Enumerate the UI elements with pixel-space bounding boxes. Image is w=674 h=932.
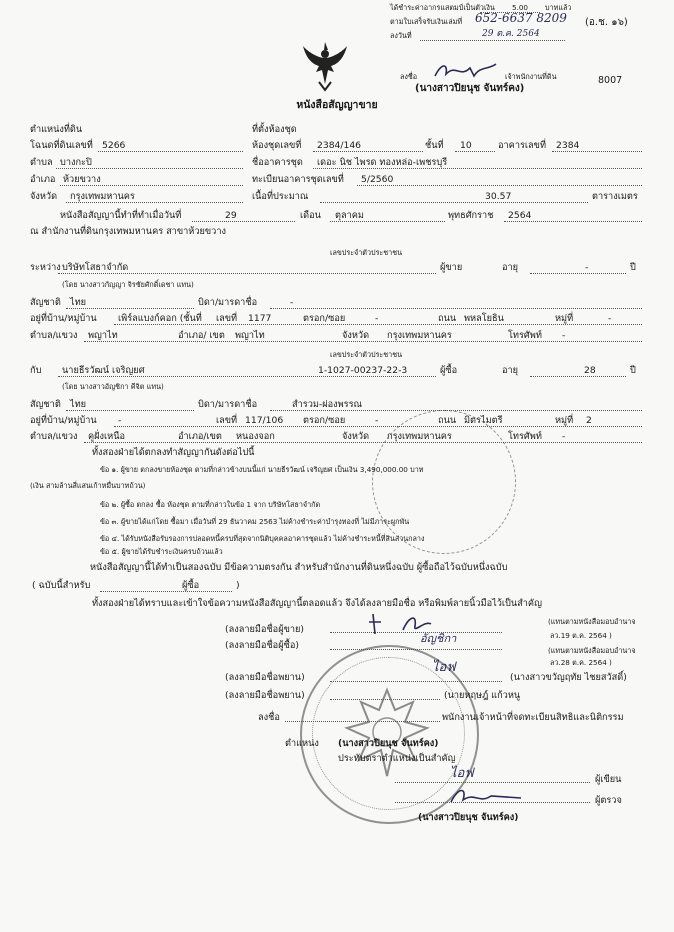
witness-1-name: (นางสาวขวัญฤทัย ไชยสวัสดิ์) — [510, 672, 627, 683]
date-label: ลงวันที่ — [390, 31, 412, 40]
registry-label: ทะเบียนอาคารชุดเลขที่ — [252, 174, 344, 185]
seller-nationality: ไทย — [70, 297, 87, 308]
seller-proxy: (โดย นางสาวกัญญา จิรชัยศักดิ์เดชา แทน) — [62, 280, 194, 289]
office-label: ณ สำนักงานที่ดินกรุงเทพมหานคร สาขาห้วยขวาง — [30, 226, 226, 237]
buyer-district-label: อำเภอ/เขต — [178, 431, 222, 442]
witness-2-name: (นายหฤษฎ์ แก้วหนู — [444, 690, 521, 701]
buyer-subdistrict: คูฝั่งเหนือ — [88, 431, 126, 442]
buyer-address-label: อยู่ที่บ้าน/หมู่บ้าน — [30, 415, 97, 426]
seller-subdistrict: พญาไท — [88, 330, 118, 341]
seller-road: พหลโยธิน — [464, 313, 504, 324]
witness-2-label: (ลงลายมือชื่อพยาน) — [225, 690, 305, 701]
fee-note: ได้ชำระค่าอากรแสตมป์เป็นตัวเงิน — [390, 3, 495, 12]
seller-role: ผู้ขาย — [440, 262, 463, 273]
copy-for-close: ) — [236, 580, 240, 591]
location-district: ห้วยขวาง — [63, 174, 101, 185]
between-label: ระหว่าง — [30, 262, 61, 273]
copy-for: ผู้ซื้อ — [182, 580, 200, 591]
buyer-village: - — [118, 415, 122, 426]
location-subdistrict-label: ตำบล — [30, 157, 53, 168]
condo-name-label: ชื่ออาคารชุด — [252, 157, 303, 168]
seller-age-unit: ปี — [630, 262, 636, 273]
month-label: เดือน — [300, 210, 321, 221]
receipt-label: ตามใบเสร็จรับเงินเล่มที่ — [390, 17, 463, 26]
clause-4: ข้อ ๔. ได้รับหนังสือรับรองการปลอดหนี้ครบที่สุดจากนิติบุคคลอาคารชุดแล้ว ไม่ค้างชำระหนี้ที่สินส่วนกลาง — [100, 534, 425, 543]
seller-house-label: เลขที่ — [216, 313, 238, 324]
seller-signature-label: (ลงลายมือชื่อผู้ขาย) — [225, 624, 304, 635]
unit-number: 2384/146 — [317, 140, 362, 151]
with-label: กับ — [30, 365, 42, 376]
clause-5: ข้อ ๕. ผู้ขายได้รับชำระเงินครบถ้วนแล้ว — [100, 547, 223, 556]
buyer-district: หนองจอก — [236, 431, 275, 442]
officer-signature-icon — [430, 58, 500, 84]
location-district-label: อำเภอ — [30, 174, 56, 185]
seal-note: ประทับตราตำแหน่งเป็นสำคัญ — [338, 753, 456, 764]
condo-position-label: ที่ตั้งห้องชุด — [252, 124, 297, 135]
buyer-signature-label: (ลงลายมือชื่อผู้ซื้อ) — [225, 640, 299, 651]
seller-subdistrict-label: ตำบล/แขวง — [30, 330, 78, 341]
receipt-number: 652-6637 8209 — [475, 11, 567, 25]
clause-2: ข้อ ๒. ผู้ซื้อ ตกลง ซื้อ ห้องชุด ตามที่กล่าวในข้อ 1 จาก บริษัทโสธาจำกัด — [100, 500, 321, 509]
witness-1-label: (ลงลายมือชื่อพยาน) — [225, 672, 305, 683]
document-title: หนังสือสัญญาขาย — [296, 99, 378, 111]
writer-mark: ไอฟ — [450, 766, 474, 781]
officer-signed-label: ลงชื่อ — [258, 712, 280, 723]
seller-moo-label: หมู่ที่ — [555, 313, 574, 324]
seller-province-label: จังหวัด — [342, 330, 370, 341]
contract-month: ตุลาคม — [335, 210, 364, 221]
seller-age-label: อายุ — [502, 262, 519, 273]
fee-amount: 5.00 — [512, 3, 529, 12]
buyer-phone: - — [562, 431, 566, 442]
buyer-age: 28 — [584, 365, 596, 376]
copy-for-label: ( ฉบับนี้สำหรับ — [32, 580, 91, 591]
seller-age: - — [585, 262, 589, 273]
buyer-age-label: อายุ — [502, 365, 519, 376]
buyer-province-label: จังหวัด — [342, 431, 370, 442]
location-subdistrict: บางกะปิ — [60, 157, 92, 168]
seal-emblem-icon — [335, 680, 440, 790]
position-label: ตำแหน่ง — [285, 738, 319, 749]
building-number: 2384 — [556, 140, 580, 151]
unit-label: ห้องชุดเลขที่ — [252, 140, 302, 151]
registry-number: 5/2560 — [361, 174, 394, 185]
floor-number: 10 — [460, 140, 472, 151]
clause-3: ข้อ ๓. ผู้ขายได้แก่โดย ซื้อมา เมื่อวันที่ 29 ธันวาคม 2563 ไม่ค้างชำระค่าบำรุงทองที่ ไม่มีภาระผูกพัน — [100, 517, 410, 526]
seller-parents: - — [290, 297, 294, 308]
writer-label: ผู้เขียน — [595, 774, 622, 785]
terms-intro: ทั้งสองฝ่ายได้ตกลงทำสัญญากันดังต่อไปนี้ — [92, 447, 255, 458]
buyer-moo-label: หมู่ที่ — [555, 415, 574, 426]
seller-alley-label: ตรอก/ซอย — [303, 313, 346, 324]
buyer-alley: - — [375, 415, 379, 426]
contract-day: 29 — [225, 210, 237, 221]
area-value: 30.57 — [485, 191, 512, 202]
buyer-alley-label: ตรอก/ซอย — [303, 415, 346, 426]
building-label: อาคารเลขที่ — [498, 140, 547, 151]
seller-name: บริษัทโสธาจำกัด — [62, 262, 129, 273]
fee-date: 29 ต.ค. 2564 — [482, 29, 540, 39]
buyer-id-label: เลขประจำตัวประชาชน — [330, 350, 402, 359]
buyer-house-number: 117/106 — [245, 415, 284, 426]
seller-village: เพิร์ลแบงก์คอก (ชั้นที่ — [118, 313, 202, 324]
area-label: เนื้อที่ประมาณ — [252, 191, 309, 202]
buyer-moo: 2 — [586, 415, 592, 426]
seller-house-number: 1177 — [248, 313, 272, 324]
form-code: (อ.ช. ๑๖) — [585, 17, 628, 28]
buyer-parents: สำรวม-ผ่องพรรณ — [292, 399, 363, 410]
seller-phone-label: โทรศัพท์ — [508, 330, 542, 341]
header-officer-role: เจ้าพนักงานที่ดิน — [505, 72, 557, 81]
buyer-id-number: 1-1027-00237-22-3 — [318, 365, 408, 376]
fee-unit: บาทแล้ว — [545, 3, 572, 12]
acknowledgement: ทั้งสองฝ่ายได้ทราบและเข้าใจข้อความหนังสือสัญญานี้ตลอดแล้ว จึงได้ลงลายมือชื่อ หรือพิมพ์ลายนิ้วมือไว้เป็นสำคัญ — [92, 598, 542, 609]
buyer-road-label: ถนน — [438, 415, 457, 426]
contract-year: 2564 — [508, 210, 532, 221]
copies-statement: หนังสือสัญญานี้ได้ทำเป็นสองฉบับ มีข้อความตรงกัน สำหรับสำนักงานที่ดินหนึ่งฉบับ ผู้ซื้อถือไว้ฉบับหนึ่งฉบับ — [90, 562, 508, 573]
deed-label: โฉนดที่ดินเลขที่ — [30, 140, 93, 151]
floor-label: ชั้นที่ — [425, 140, 444, 151]
seller-alley: - — [375, 313, 379, 324]
land-position-label: ตำแหน่งที่ดิน — [30, 124, 83, 135]
buyer-name: นายธีรวัฒน์ เจริญยศ — [62, 365, 145, 376]
checker-name: (นางสาวปิยนุช จันทร์คง) — [418, 812, 519, 823]
header-officer-name: (นางสาวปิยนุช จันทร์คง) — [415, 83, 525, 94]
area-unit: ตารางเมตร — [592, 191, 638, 202]
poa-2-date: ลว.28 ต.ค. 2564 ) — [550, 658, 612, 667]
seller-district-label: อำเภอ/ เขต — [178, 330, 225, 341]
seller-address-label: อยู่ที่บ้าน/หมู่บ้าน — [30, 313, 97, 324]
buyer-nationality: ไทย — [70, 399, 87, 410]
buyer-parents-label: บิดา/มารดาชื่อ — [198, 399, 258, 410]
location-province-label: จังหวัด — [30, 191, 58, 202]
buyer-road: มิตรไมตรี — [464, 415, 503, 426]
poa-1: (แทนตามหนังสือมอบอำนาจ — [548, 617, 636, 626]
header-signed-label: ลงชื่อ — [400, 72, 418, 81]
location-province: กรุงเทพมหานคร — [70, 191, 135, 202]
seller-road-label: ถนน — [438, 313, 457, 324]
reference-number: 8007 — [598, 75, 623, 86]
office-seal-icon — [372, 410, 516, 554]
buyer-signature-mark: อัญชิกา — [420, 632, 457, 645]
buyer-province: กรุงเทพมหานคร — [387, 431, 452, 442]
officer-name: (นางสาวปิยนุช จันทร์คง) — [338, 738, 439, 749]
poa-1-date: ลว.19 ต.ค. 2564 ) — [550, 631, 612, 640]
seller-id-label: เลขประจำตัวประชาชน — [330, 248, 402, 257]
checker-signature-icon — [445, 784, 525, 810]
buyer-proxy: (โดย นางสาวอัญชิกา คีจิต แทน) — [62, 382, 164, 391]
buyer-role: ผู้ซื้อ — [440, 365, 458, 376]
checker-label: ผู้ตรวจ — [595, 795, 622, 806]
poa-2: (แทนตามหนังสือมอบอำนาจ — [548, 646, 636, 655]
seller-district: พญาไท — [235, 330, 265, 341]
buyer-nationality-label: สัญชาติ — [30, 399, 61, 410]
clause-1: ข้อ ๑. ผู้ขาย ตกลงขายห้องชุด ตามที่กล่าวข้างบนนี้แก่ นายธีรวัฒน์ เจริญยศ เป็นเงิน 3,490,000.00 บาท — [100, 465, 424, 474]
made-on-label: หนังสือสัญญานี้ทำที่ทำเมื่อวันที่ — [60, 210, 182, 221]
buyer-age-unit: ปี — [630, 365, 636, 376]
seller-phone: - — [562, 330, 566, 341]
seller-moo: - — [608, 313, 612, 324]
buyer-house-label: เลขที่ — [216, 415, 238, 426]
seller-nationality-label: สัญชาติ — [30, 297, 61, 308]
buyer-phone-label: โทรศัพท์ — [508, 431, 542, 442]
year-label: พุทธศักราช — [448, 210, 494, 221]
condo-name: เดอะ นิช ไพรด ทองหล่อ-เพชรบุรี — [317, 157, 448, 168]
deed-number: 5266 — [102, 140, 126, 151]
clause-1-amount-words: (เงิน สามล้านสี่แสนเก้าหมื่นบาทถ้วน) — [30, 481, 146, 490]
seller-parents-label: บิดา/มารดาชื่อ — [198, 297, 258, 308]
officer-role: พนักงานเจ้าหน้าที่จดทะเบียนสิทธิและนิติกรรม — [442, 712, 624, 723]
buyer-subdistrict-label: ตำบล/แขวง — [30, 431, 78, 442]
witness-1-mark: ไอฟ — [432, 660, 456, 675]
garuda-emblem-icon — [300, 38, 350, 92]
seller-province: กรุงเทพมหานคร — [387, 330, 452, 341]
